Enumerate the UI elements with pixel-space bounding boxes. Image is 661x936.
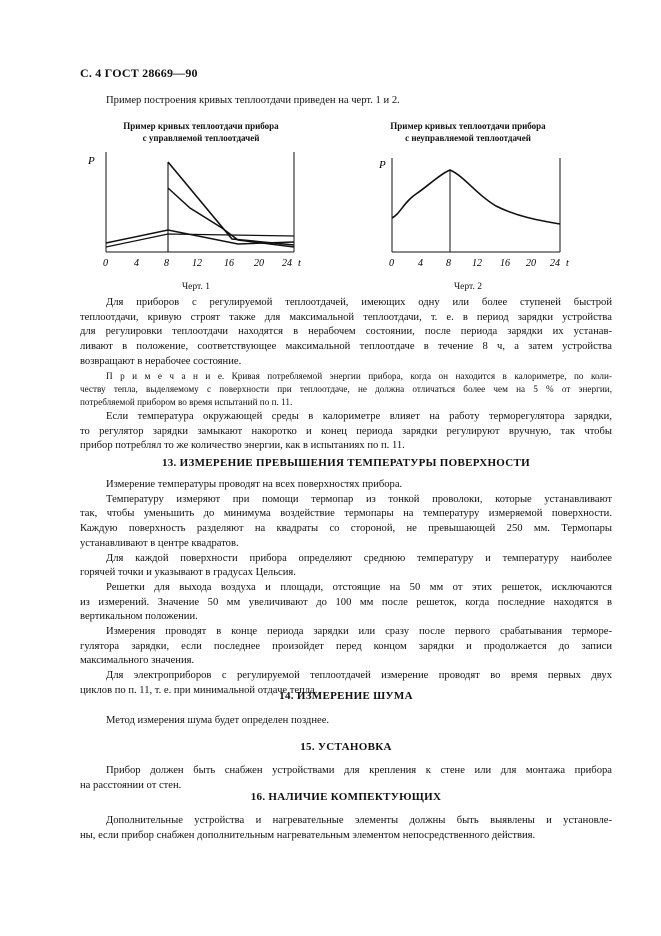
figure1-tick-12: 12 [192, 258, 202, 269]
text-line: Измерение температуры проводят на всех поверхностях прибора. [106, 479, 403, 490]
note-line: честву тепла, выделяемому с поверхности при теплоотдаче, не должна отличаться более чем на 5 % от энергии, [80, 384, 612, 395]
page-header: С. 4 ГОСТ 28669—90 [80, 66, 198, 80]
note-line: потребляемой прибором во время испытаний по п. 11. [80, 397, 293, 408]
text-line: Дополнительные устройства и нагревательные элементы должны быть выявлены и установле- [106, 815, 612, 826]
text-line: Прибор должен быть снабжен устройствами для крепления к стене или для монтажа прибора [106, 765, 612, 776]
text-line: вертикальном положении. [80, 611, 198, 623]
figure2-tick-24: 24 [550, 258, 560, 269]
figure1-x-unit: t [298, 258, 301, 269]
figure1-tick-24: 24 [282, 258, 292, 269]
figure2-curve [392, 170, 560, 224]
text-line: Решетки для выхода воздуха и площади, отстоящие на 50 мм от этих решеток, исключаются [106, 581, 612, 593]
section-16-title: 16. НАЛИЧИЕ КОМПЕКТУЮЩИХ [250, 791, 442, 803]
section-14-title: 14. ИЗМЕРЕНИЕ ШУМА [279, 690, 413, 702]
text-line: ливают в положение, соответствующее максимальной теплоотдаче в течение 8 ч, а затем устройства [80, 341, 612, 353]
text-line: Если температура окружающей среды в калориметре влияет на работу терморегулятора зарядки, [106, 411, 612, 422]
figure1-tick-0: 0 [103, 258, 108, 269]
section-13-title: 13. ИЗМЕРЕНИЕ ПРЕВЫШЕНИЯ ТЕМПЕРАТУРЫ ПОВЕРХНОСТИ [161, 457, 531, 469]
figure2-tick-12: 12 [472, 258, 482, 269]
figure2-tick-20: 20 [526, 258, 536, 269]
figure1-chart [86, 150, 306, 280]
section-16-body [80, 814, 612, 843]
text-line: циклов по п. 11, т. е. при минимальной отдаче тепла. [80, 684, 318, 696]
text-line: теплоотдачи, кривую строят также для максимальной теплоотдачи, т. е. в период зарядки устройства [80, 311, 612, 323]
figure1-curve-max [168, 162, 294, 245]
figure2-title-line2: с неуправляемой теплоотдачей [405, 133, 531, 143]
text-line: на расстоянии от стен. [80, 779, 182, 791]
text-line: Для электроприборов с регулируемой теплоотдачей измерение проводят во время первых двух [106, 670, 612, 682]
figure2-chart [376, 150, 576, 280]
text-line: Для каждой поверхности прибора определяют среднюю температуру и температуру наиболее [106, 552, 612, 564]
text-line: прибор потреблял то же количество энергии, как в испытаниях по п. 11. [80, 440, 405, 452]
figure2-tick-16: 16 [500, 258, 510, 269]
text-line: Измерения проводят в конце периода зарядки или сразу после первого срабатывания терморе- [106, 626, 612, 638]
figure2-title-line1: Пример кривых теплоотдачи прибора [390, 121, 546, 131]
figure2-caption: Черт. 2 [454, 282, 482, 292]
note-block [80, 370, 612, 410]
figure1-tick-8: 8 [164, 258, 169, 269]
figure1-tick-20: 20 [254, 258, 264, 269]
text-line: для регулировки теплоотдачи находятся в нерабочем состоянии, после периода зарядки их устанав- [80, 326, 612, 338]
text-line: устанавливают в центре квадратов. [80, 537, 239, 549]
text-line: возвращают в нерабочее состояние. [80, 355, 242, 367]
section-13-body [80, 478, 612, 699]
figure2-x-unit: t [566, 258, 569, 269]
figure1-caption: Черт. 1 [182, 282, 210, 292]
figure2-tick-8: 8 [446, 258, 451, 269]
paragraph-regulated [80, 296, 612, 370]
section-15-title: 15. УСТАНОВКА [300, 741, 392, 753]
figure2-title [368, 120, 568, 144]
intro-text: Пример построения кривых теплоотдачи приведен на черт. 1 и 2. [106, 95, 400, 106]
text-line: гулятора зарядки, если последнее произойдет перед концом зарядки и продолжается до записи [80, 640, 612, 652]
section-15-body [80, 764, 612, 793]
text-line: Температуру измеряют при помощи термопар из тонкой проволоки, которые устанавливают [106, 493, 612, 505]
text-line: то регулятор зарядки замыкают накоротко и конец периода зарядки регулируют вручную, так чтобы [80, 425, 612, 437]
figure1-title-line1: Пример кривых теплоотдачи прибора [123, 121, 279, 131]
text-line: так, чтобы уменьшить до минимума воздействие термопары на температуру измеряемой поверхности. [80, 508, 612, 520]
text-line: максимального значения. [80, 655, 195, 667]
text-line: Метод измерения шума будет определен позднее. [106, 715, 330, 726]
figure1-title-line2: с управляемой теплоотдачей [142, 133, 260, 143]
note-line: П р и м е ч а н и е. Кривая потребляемой энергии прибора, когда он находится в калориметре, по коли- [106, 371, 612, 381]
figure2-tick-4: 4 [418, 258, 423, 269]
figure1-y-label: P [88, 155, 95, 167]
figure2-y-label: P [379, 159, 386, 171]
figure1-tick-4: 4 [134, 258, 139, 269]
text-line: ны, если прибор снабжен дополнительным нагревательным элементом непосредственного действия. [80, 829, 536, 841]
text-line: из измерений. Значение 50 мм увеличивают до 100 мм после решеток, когда последние находятся в [80, 596, 612, 608]
figure1-tick-16: 16 [224, 258, 234, 269]
text-line: Каждую поверхность разделяют на квадраты со стороной, не превышающей 250 мм. Термопары [80, 523, 612, 535]
paragraph-ambient [80, 410, 612, 454]
section-14-body [80, 714, 612, 729]
text-line: горячей точки и указывают в градусах Цельсия. [80, 567, 296, 579]
figure2-tick-0: 0 [389, 258, 394, 269]
text-line: Для приборов с регулируемой теплоотдачей, имеющих одну или более ступеней быстрой [106, 297, 612, 308]
figure1-title [106, 120, 296, 144]
